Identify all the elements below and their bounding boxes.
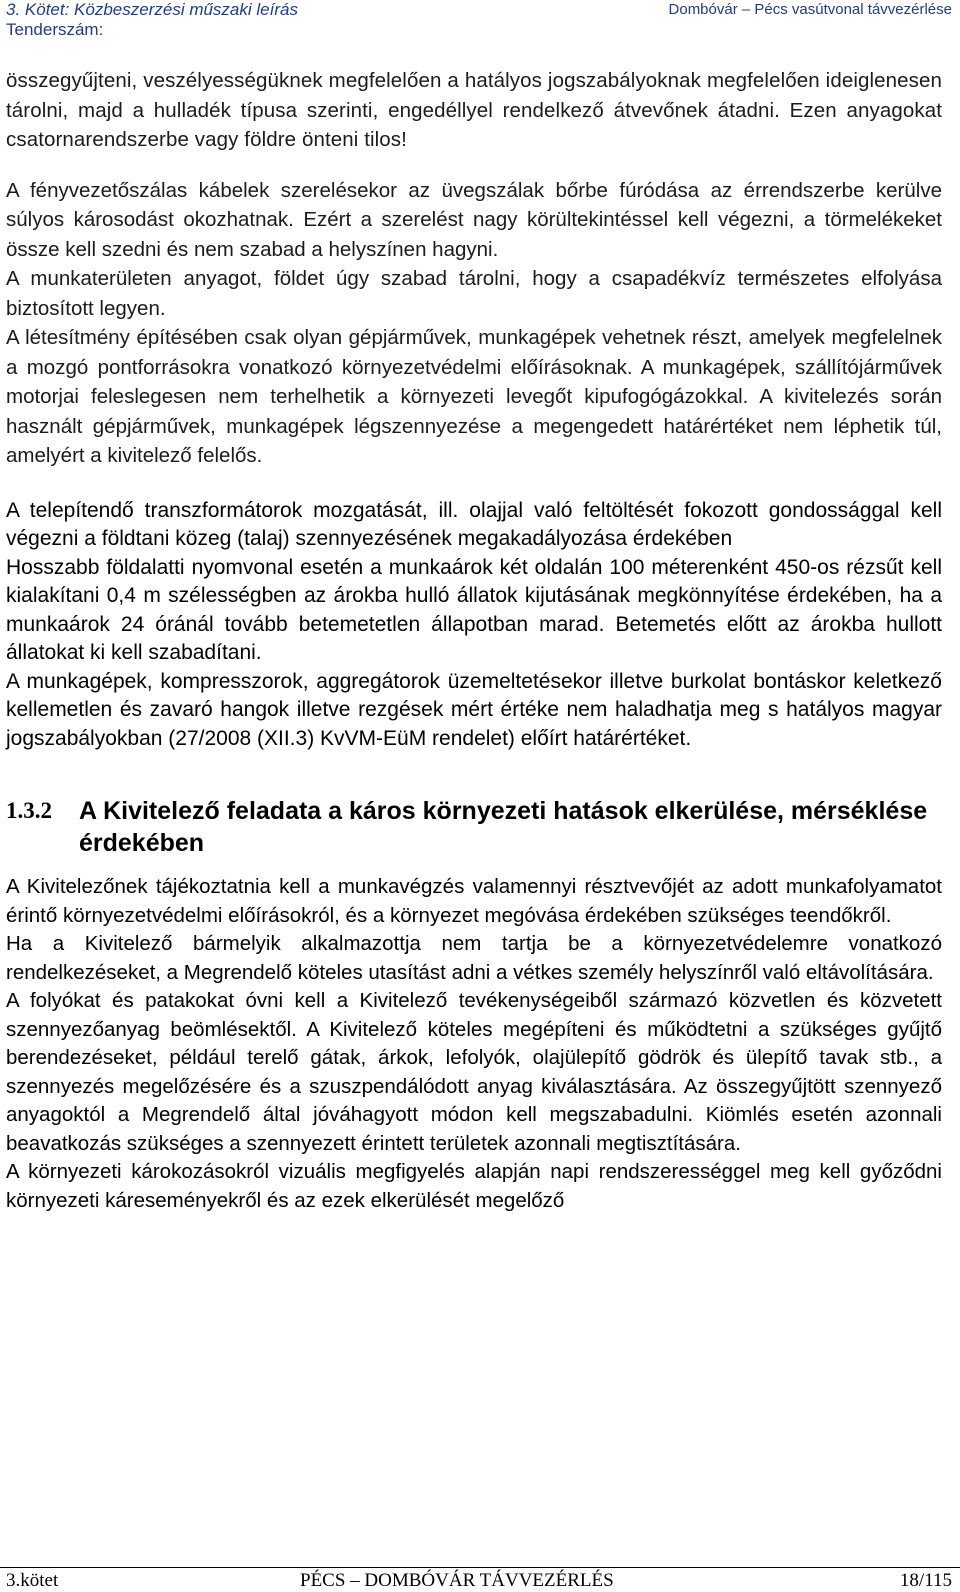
paragraph-rivers-protection: A folyókat és patakokat óvni kell a Kivitelező tevékenységeiből származó közvetlen és közvetett szennyezőanyag beömlésektől. A Kivitelező köteles megépíteni és működtetni a szükséges gyűjtő berendezéseket, például terelő gátak, árkok, lefolyók, olajülepítő gödrök és ülepítő tavak stb., a szennyezés megelőzésére és a szuszpendálódott anyag kiválasztására. Az összegyűjtött szennyező anyagoktól a Megrendelő által jóváhagyott módon kell megszabadulni. Kiömlés esetén azonnali beavatkozás szükséges a szennyezett érintett területek azonnali megtisztítására.: [6, 989, 942, 1155]
footer-page-number: 18/115: [899, 1570, 952, 1591]
section-title: A Kivitelező feladata a káros környezeti hatások elkerülése, mérséklése érdekében: [79, 797, 928, 857]
header-project-title: Dombóvár – Pécs vasútvonal távvezérlése: [668, 1, 952, 18]
document-body: [6, 66, 942, 1215]
paragraph-employee-removal: Ha a Kivitelező bármelyik alkalmazottja nem tartja be a környezetvédelemre vonatkozó rendelkezéseket, a Megrendelő köteles utasítást adni a vétkes személy helyszínről való eltávolítására.: [6, 932, 942, 984]
section-number: 1.3.2: [6, 798, 52, 823]
page-header: [0, 0, 960, 44]
header-tender-number: Tenderszám:: [6, 20, 104, 39]
paragraph-vehicles-emission: A létesítmény építésében csak olyan gépjárművek, munkagépek vehetnek részt, amelyek megfelelnek a mozgó pontforrásokra vonatkozó környezetvédelmi előírásoknak. A munkagépek, szállítójárművek motorjai feleslegesen nem terhelhetik a környezeti levegőt kipufogógázokkal. A kivitelezés során használt gépjárművek, munkagépek légszennyezése a megengedett határértéket nem léphetik túl, amelyért a kivitelező felelős.: [6, 326, 942, 467]
paragraph-material-storage: A munkaterületen anyagot, földet úgy szabad tárolni, hogy a csapadékvíz természetes elfolyása biztosított legyen.: [6, 267, 942, 320]
paragraph-transformers: A telepítendő transzformátorok mozgatását, ill. olajjal való feltöltését fokozott gondossággal kell végezni a földtani közeg (talaj) szennyezésének megakadályozása érdekében: [6, 498, 942, 550]
paragraph-trench-animals: Hosszabb földalatti nyomvonal esetén a munkaárok két oldalán 100 méterenként 450-os rézsűt kell kialakítani 0,4 m szélességben az árokba hulló állatok kijutásának megkönnyítése érdekében, ha a munkaárok 24 óránál tovább betemetetlen állapotban marad. Betemetés előtt az árokba hullott állatokat ki kell szabadítani.: [6, 555, 942, 664]
header-volume-title: 3. Kötet: Közbeszerzési műszaki leírás: [6, 0, 298, 19]
paragraph-noise-vibration: A munkagépek, kompresszorok, aggregátorok üzemeltetésekor illetve burkolat bontáskor keletkező kellemetlen és zavaró hangok illetve rezgések mért értéke nem haladhatja meg s hatályos magyar jogszabályokban (27/2008 (XII.3) KvVM-EüM rendelet) előírt határértéket.: [6, 669, 942, 750]
paragraph-daily-monitoring: A környezeti károkozásokról vizuális megfigyelés alapján napi rendszerességgel meg kell győződni környezeti káreseményekről és az ezek elkerülését megelőző: [6, 1160, 942, 1212]
section-heading: [6, 795, 942, 859]
page-footer: [0, 1567, 960, 1590]
paragraph-fiber-cables: A fényvezetőszálas kábelek szerelésekor az üvegszálak bőrbe fúródása az érrendszerbe kerülve súlyos károsodást okozhatnak. Ezért a szerelést nagy körültekintéssel kell végezni, a törmelékeket össze kell szedni és nem szabad a helyszínen hagyni.: [6, 178, 942, 261]
footer-project: PÉCS – DOMBÓVÁR TÁVVEZÉRLÉS: [300, 1570, 614, 1591]
footer-volume: 3.kötet: [6, 1570, 59, 1591]
paragraph-waste-storage: összegyűjteni, veszélyességüknek megfelelően a hatályos jogszabályoknak megfelelően ideiglenesen tárolni, majd a hulladék típusa szerinti, engedéllyel rendelkező átvevőnek átadni. Ezen anyagokat csatornarendszerbe vagy földre önteni tilos!: [6, 69, 942, 151]
paragraph-inform-participants: A Kivitelezőnek tájékoztatnia kell a munkavégzés valamennyi résztvevőjét az adott munkafolyamatot érintő környezetvédelmi előírásokról, és a környezet megóvása érdekében szükséges teendőkről.: [6, 875, 942, 927]
